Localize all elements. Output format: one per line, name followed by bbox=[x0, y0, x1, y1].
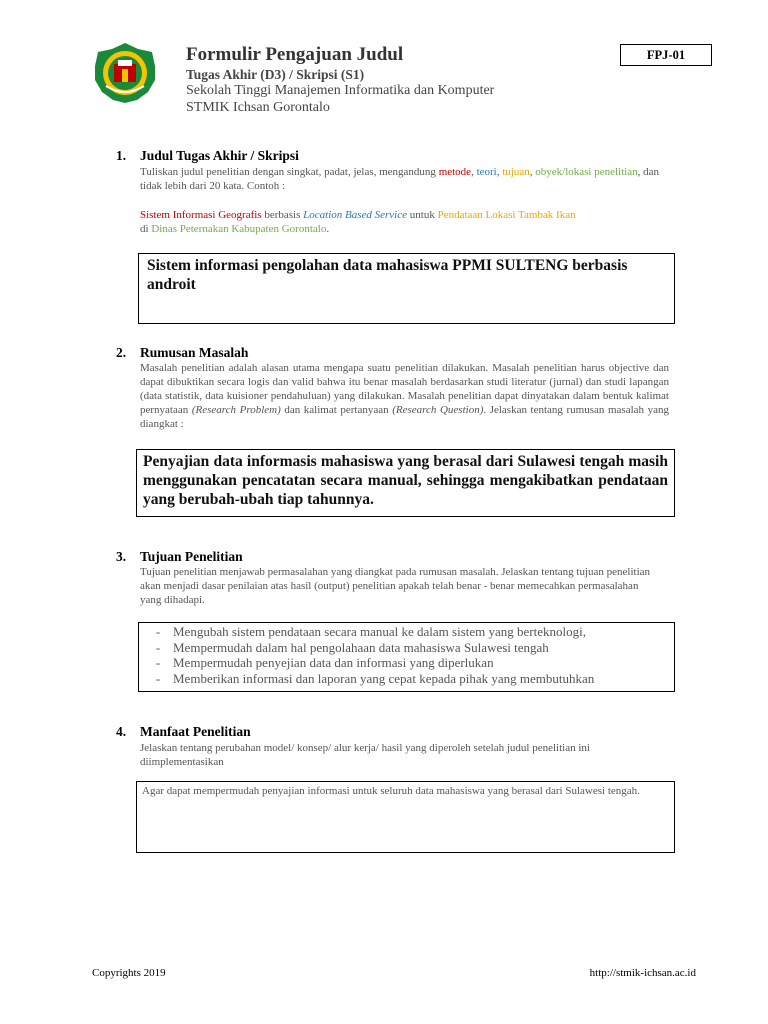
section-1-answer: Sistem informasi pengolahan data mahasiswa PPMI SULTENG berbasis androit bbox=[147, 257, 628, 293]
keyword-tujuan: tujuan bbox=[502, 166, 530, 178]
section-1-number: 1. bbox=[116, 148, 127, 163]
list-item: - Mengubah sistem pendataan secara manual ke dalam sistem yang berteknologi, bbox=[155, 624, 586, 639]
section-3-answer-box[interactable] bbox=[138, 622, 675, 692]
keyword-obyek: obyek/lokasi penelitian bbox=[535, 166, 638, 178]
section-1-example: Sistem Informasi Geografis berbasis Location Based Service untuk Pendataan Lokasi Tambak Ikan di Dinas Peternakan Kabupaten Gorontalo. bbox=[140, 209, 576, 235]
section-1-answer-box[interactable] bbox=[138, 253, 675, 324]
section-4-title: Manfaat Penelitian bbox=[140, 724, 251, 739]
keyword-metode: metode bbox=[438, 166, 472, 178]
section-2-answer-box[interactable] bbox=[136, 449, 675, 517]
section-3-description: Tujuan penelitian menjawab permasalahan yang diangkat pada rumusan masalah. Jelaskan tentang tujuan penelitian akan menjadi dasar penilaian atas hasil (output) penelitian apakah telah benar - benar memecahkan permasalahan yang dihadapi. bbox=[140, 566, 651, 606]
list-item: - Mempermudah dalam hal pengolahaan data mahasiswa Sulawesi tengah bbox=[155, 639, 549, 655]
section-1-title: Judul Tugas Akhir / Skripsi bbox=[140, 148, 299, 163]
section-1-description: Tuliskan judul penelitian dengan singkat, padat, jelas, mengandung metode, teori, tujuan, obyek/lokasi penelitian, dan tidak lebih dari 20 kata. Contoh : bbox=[140, 166, 659, 192]
form-code-badge bbox=[620, 44, 712, 66]
footer-website-link[interactable]: http://stmik-ichsan.ac.id bbox=[589, 967, 696, 979]
section-2-title: Rumusan Masalah bbox=[140, 345, 249, 360]
list-item: - Mempermudah penyejian data dan informasi yang diperlukan bbox=[155, 655, 494, 670]
footer-copyright: Copyrights 2019 bbox=[92, 967, 166, 979]
section-3-title: Tujuan Penelitian bbox=[140, 549, 243, 564]
institution-logo bbox=[92, 42, 158, 104]
section-3-goal-list bbox=[143, 624, 670, 686]
section-2-number: 2. bbox=[116, 345, 127, 360]
form-title: Formulir Pengajuan Judul bbox=[186, 44, 404, 65]
keyword-teori: teori bbox=[476, 166, 497, 178]
section-2-description: Masalah penelitian adalah alasan utama mengapa suatu penelitian dilakukan. Masalah penelitian harus objective dan dapat dibuktikan secara logis dan valid bahwa itu benar masalah berdasarkan studi literatur (jurnal) dan studi lapangan (data statistik, data kuisioner pendahuluan) yang dilakukan. Masalah penelitian dapat dinyatakan dalam bentuk kalimat pernyataan (Research Problem) dan kalimat pertanyaan (Research Question). Jelaskan tentang rumusan masalah yang diangkat : bbox=[140, 362, 669, 430]
section-3-number: 3. bbox=[116, 549, 127, 564]
section-4-answer-box[interactable] bbox=[136, 781, 675, 853]
form-code: FPJ-01 bbox=[646, 47, 686, 62]
section-4-answer: Agar dapat mempermudah penyajian informasi untuk seluruh data mahasiswa yang berasal dari Sulawesi tengah. bbox=[142, 785, 640, 797]
institution-name: Sekolah Tinggi Manajemen Informatika dan Komputer bbox=[186, 83, 495, 98]
section-2-answer: Penyajian data informasis mahasiswa yang berasal dari Sulawesi tengah masih menggunakan pencatatan secara manual, sehingga mengakibatkan pendataan yang berubah-ubah tiap tahunnya. bbox=[143, 453, 668, 508]
section-4-description: Jelaskan tentang perubahan model/ konsep/ alur kerja/ hasil yang diperoleh setelah judul penelitian ini diimplementasikan bbox=[140, 742, 590, 768]
institution-short-name: STMIK Ichsan Gorontalo bbox=[186, 100, 330, 115]
form-subtitle: Tugas Akhir (D3) / Skripsi (S1) bbox=[186, 67, 365, 82]
list-item: - Memberikan informasi dan laporan yang cepat kepada pihak yang membutuhkan bbox=[155, 670, 595, 686]
section-4-number: 4. bbox=[116, 724, 127, 739]
